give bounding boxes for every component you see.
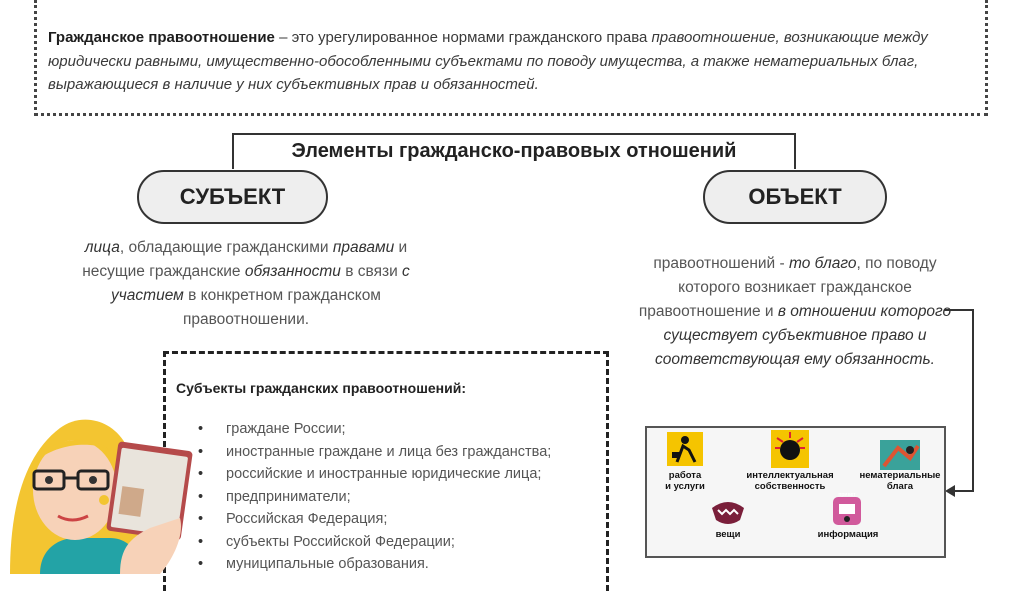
object-label-info: информация	[817, 529, 879, 540]
subjects-list	[198, 418, 608, 576]
arrow-line	[944, 309, 974, 311]
list-item: • муниципальные образования.	[198, 553, 608, 576]
object-label-things: вещи	[715, 529, 741, 540]
elements-title: Элементы гражданско-правовых отношений	[291, 140, 737, 162]
list-item: • Российская Федерация;	[198, 508, 608, 531]
object-label-ip: интеллектуальная собственность	[746, 470, 834, 492]
intangible-goods-icon	[880, 440, 920, 470]
subject-description: лица, обладающие гражданскими правами и несущие гражданские обязанности в связи с участием в конкретном гражданском правоотношении.	[82, 239, 410, 328]
subjects-title: Субъекты гражданских правоотношений:	[176, 380, 466, 396]
information-icon	[830, 494, 864, 528]
definition-text	[48, 26, 983, 97]
list-item: • российские и иностранные юридические лица;	[198, 463, 608, 486]
intellectual-property-icon	[771, 430, 809, 468]
list-item: • субъекты Российской Федерации;	[198, 531, 608, 554]
passport-photo	[119, 486, 145, 517]
work-icon	[667, 432, 703, 466]
earring	[99, 495, 109, 505]
object-description: правоотношений - то благо, по поводу которого возникает гражданское правоотношение и в отношении которого существует субъективное право и соответствующая ему обязанность.	[638, 255, 952, 368]
information-badge: привет	[838, 492, 856, 498]
subject-pill: СУБЪЕКТ	[137, 170, 328, 224]
definition-part: – это урегулированное нормами гражданского права	[274, 29, 652, 46]
list-item: • предприниматели;	[198, 486, 608, 509]
object-label-intangible: нематериальные блага	[859, 470, 941, 492]
definition-italic: правоотношение, возникающие между юридически равными, имущественно-обособленными субъектами по поводу имущества, а также нематериальных благ, выражающиеся в наличие у них субъективных прав и обязанностей.	[48, 29, 928, 93]
list-item: • иностранные граждане и лица без гражданства;	[198, 441, 608, 464]
object-pill: ОБЪЕКТ	[703, 170, 887, 224]
woman-illustration	[0, 398, 200, 574]
object-label-work: работа и услуги	[665, 470, 705, 492]
list-item: • граждане России;	[198, 418, 608, 441]
definition-term: Гражданское правоотношение	[48, 29, 275, 46]
arrow-line	[972, 309, 974, 492]
arrow-line	[952, 490, 974, 492]
things-icon	[710, 500, 746, 526]
eye-right	[89, 476, 97, 484]
eye-left	[45, 476, 53, 484]
